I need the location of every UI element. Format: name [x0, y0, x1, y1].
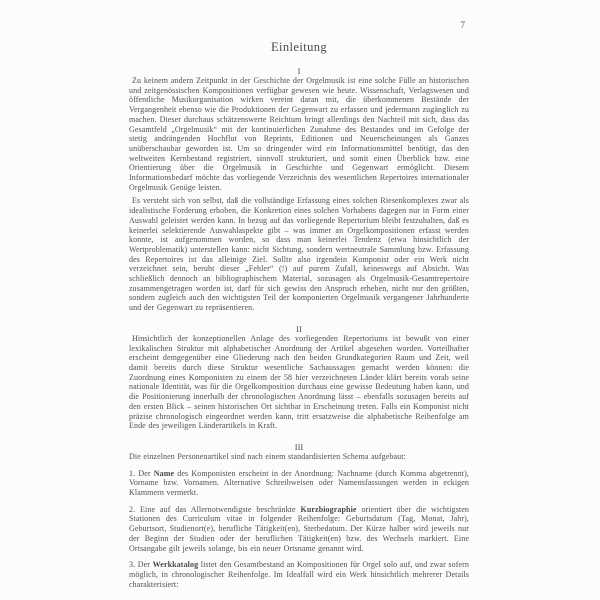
paragraph-i-1: Zu keinem andern Zeitpunkt in der Geschichte der Orgelmusik ist eine solche Fülle an historischen und zeitgenössischen Kompositionen verfügbar gewesen wie heute. Wissenschaft, Verlagswesen und öffentliche Musikorganisation wirken vereint daran mit, die überkommenen Bestände der Vergangenheit ebenso wie die Produktionen der Gegenwart zu erfassen und jedermann zugänglich zu machen. Dieser durchaus schätzenswerte Reichtum bringt allerdings den Nachteil mit sich, dass das Gesamtfeld „Orgelmusik“ mit der kontinuierlichen Zunahme des Bestandes und im Gefolge der stetig andrängenden Hochflut von Reprints, Editionen und Neuerscheinungen als Ganzes unüberschaubar geworden ist. Um so dringender wird ein Informationsmittel benötigt, das den weltweiten Kernbestand registriert, sinnvoll strukturiert, und somit einen Überblick bzw. eine Orientierung über die Orgelmusik in Geschichte und Gegenwart ermöglicht. Diesem Informationsbedarf möchte das vorliegende Verzeichnis des wesentlichen Repertoires internationaler Orgelmusik Genüge leisten.: [129, 76, 469, 192]
item-1-rest: des Komponisten erscheint in der Anordnung: Nachname (durch Komma abgetrennt), Vorname bzw. Vornamen. Alternative Schreibweisen oder Namensfassungen werden in eckigen Klammern vermerkt.: [129, 468, 469, 498]
paragraph-ii-1: Hinsichtlich der konzeptionellen Anlage des vorliegenden Repertoriums ist bewußt von einer lexikalischen Struktur mit alphabetischer Anordnung der Artikel abgesehen worden. Vorteilhafter erscheint demgegenüber eine Gliederung nach den beiden Grundkategorien Raum und Zeit, weil damit bereits durch diese Struktur wesentliche Sachaussagen gemacht werden können: die Zuordnung eines Komponisten zu einem der 58 hier verzeichneten Länder klärt bereits vorab seine nationale Identität, was für die Orgelkomposition durchaus eine gewisse Bedeutung haben kann, und die Positionierung innerhalb der chronologischen Anordnung lässt – ebenfalls sozusagen bereits auf den ersten Blick – seinen historischen Ort sichtbar in Erscheinung treten. Falls ein Komponist nicht präzise chronologisch eingeordnet werden kann, tritt ersatzweise die alphabetische Reihenfolge am Ende des jeweiligen Länderartikels in Kraft.: [129, 333, 469, 431]
section-numeral-iii: III: [294, 441, 304, 452]
page-number: 7: [460, 20, 465, 30]
paragraph-i-2: Es versteht sich von selbst, daß die vollständige Erfassung eines solchen Riesenkomplexes zwar als idealistische Forderung erhoben, die Konkretion eines solchen Vorhabens dagegen nur in Form einer Auswahl geleistet werden kann. In bezug auf das vorliegende Repertorium bleibt festzuhalten, daß es keinerlei selektierende Auswahlaspekte gibt – was immer an Orgelkompositionen erfasst werden konnte, ist aufgenommen worden, so dass man keinerlei Tendenz (etwa hinsichtlich der Wertproblematik) unterstellen kann: nicht Sichtung, sondern wertneutrale Sammlung bzw. Erfassung des Repertoires ist das alleinige Ziel. Sollte also irgendein Komponist oder ein Werk nicht verzeichnet sein, beruht dieser „Fehler“ (!) auf purem Zufall, keineswegs auf Absicht. Was schließlich dennoch an bibliographischem Material, sozusagen als Orgelmusik-Gesamtrepertoire zusammengetragen worden ist, darf für sich gewiss den Anspruch erheben, nicht nur den größten, sondern zugleich auch den wichtigsten Teil der komponierten Orgelmusik vergangener Jahrhunderte und der Gegenwart zu repräsentieren.: [129, 196, 469, 313]
item-3-pre: 3. Der: [129, 560, 153, 570]
item-2-pre: 2. Eine auf das Allernotwendigste beschränkte: [129, 504, 301, 514]
item-2-keyword: Kurzbiographie: [300, 504, 357, 514]
item-2-rest: orientiert über die wichtigsten Stationen des Curriculum vitae in folgender Reihenfolge: Geburtsdatum (Tag, Monat, Jahr), Geburtsort, Studienort(e), berufliche Tätigkeit(en), Sterbedatum. Der Kürze halber wird jeweils nur der Beginn der Studien oder der beruflichen Tätigkeit(en) bzw. des Wechsels markiert. Eine Ortsangabe gilt jeweils solange, bis ein neuer Ortsname genannt wird.: [129, 504, 469, 553]
item-3-rest: listet den Gesamtbestand an Kompositionen für Orgel solo auf, und zwar sofern möglich, in chronologischer Reihenfolge. Im Idealfall wird ein Werk hinsichtlich mehrerer Details charakterisiert:: [129, 560, 469, 589]
list-item-kurzbiographie: [129, 505, 469, 554]
section-numeral-i: I: [297, 66, 301, 76]
item-3-keyword: Werkkatalog: [152, 560, 199, 570]
item-1-keyword: Name: [153, 468, 175, 478]
text-column: [129, 0, 469, 589]
list-item-name: [129, 469, 469, 498]
item-1-pre: 1. Der: [129, 468, 154, 478]
page-title: Einleitung: [270, 40, 328, 54]
list-item-werkkatalog: [129, 560, 469, 589]
paragraph-iii-intro: Die einzelnen Personenartikel sind nach einem standardisierten Schema aufgebaut:: [129, 451, 406, 461]
section-numeral-ii: II: [296, 323, 302, 334]
